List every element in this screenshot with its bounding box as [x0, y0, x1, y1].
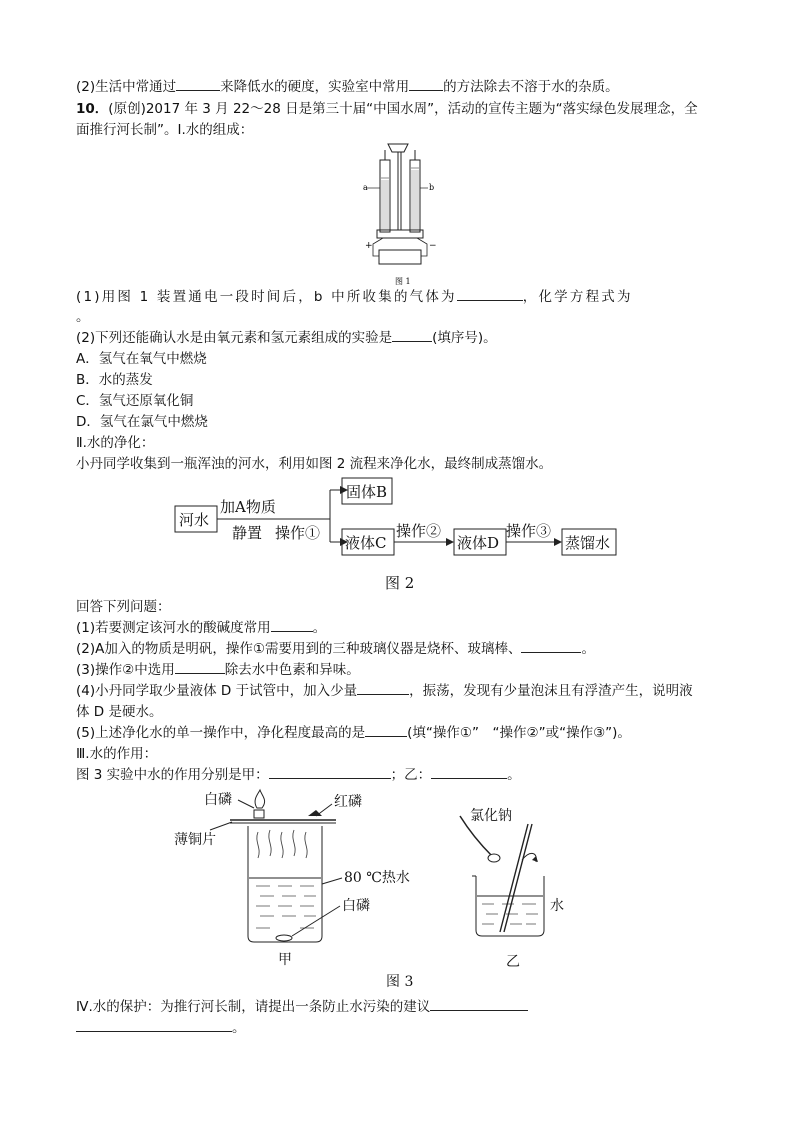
figure2-caption: 图 2: [385, 574, 415, 592]
q10-sub1-end: 。: [76, 309, 90, 325]
label-water: 水: [550, 898, 564, 914]
sub-q5: (5)上述净化水的单一操作中，净化程度最高的是 (填“操作①” “操作②”或“操作③”)。: [76, 725, 631, 741]
label-minus: −: [429, 241, 437, 251]
q10-stem-line1: 10．(原创)2017 年 3 月 22～28 日是第三十届“中国水周”，活动的宣传主题为“落实绿色发展理念，全: [76, 101, 698, 117]
label-still: 静置: [232, 524, 263, 542]
label-yi: 乙: [506, 954, 520, 970]
label-copper: 薄铜片: [174, 832, 216, 848]
sub-q1: (1)若要测定该河水的酸碱度常用 。: [76, 620, 327, 636]
answer-blank[interactable]: [176, 78, 220, 91]
label-op2: 操作②: [396, 522, 442, 540]
option-c[interactable]: C．氢气还原氧化铜: [76, 393, 194, 409]
figure3-experiments: [170, 786, 610, 992]
label-jia: 甲: [278, 952, 292, 968]
label-op3: 操作③: [506, 522, 552, 540]
answer-blank[interactable]: [357, 682, 409, 695]
answer-blank[interactable]: [457, 288, 523, 301]
section2-heading: Ⅱ.水的净化：: [76, 435, 155, 451]
label-a: a: [363, 183, 368, 192]
answer-blank[interactable]: [392, 329, 432, 342]
section2-intro: 小丹同学收集到一瓶浑浊的河水，利用如图 2 流程来净化水，最终制成蒸馏水。: [76, 456, 553, 472]
section4-question-cont: 。: [76, 1019, 246, 1037]
box-solid-b-label: 固体B: [346, 483, 388, 501]
figure1-electrolysis: [355, 138, 445, 286]
q10-sub1: (1)用图 1 装置通电一段时间后，b 中所收集的气体为 ，化学方程式为: [76, 289, 633, 305]
answer-blank[interactable]: [431, 766, 507, 779]
option-a[interactable]: A．氢气在氧气中燃烧: [76, 351, 207, 367]
answer-blank[interactable]: [365, 724, 407, 737]
box-river-label: 河水: [179, 511, 210, 529]
q9-part2: (2)生活中常通过 来降低水的硬度，实验室中常用 的方法除去不溶于水的杂质。: [76, 79, 619, 95]
q10-sub2: (2)下列还能确认水是由氧元素和氢元素组成的实验是 (填序号)。: [76, 330, 497, 346]
label-plus: +: [365, 241, 373, 251]
answer-blank[interactable]: [521, 640, 581, 653]
answer-blank[interactable]: [409, 78, 443, 91]
label-red-p: 红磷: [334, 794, 362, 810]
label-white-p-top: 白磷: [204, 792, 232, 808]
section3-heading: Ⅲ.水的作用：: [76, 746, 158, 762]
answer-blank[interactable]: [271, 619, 313, 632]
label-add-a: 加A物质: [220, 498, 276, 516]
answer-blank[interactable]: [430, 998, 528, 1011]
figure2-flowchart: [170, 476, 630, 596]
box-distilled-label: 蒸馏水: [565, 534, 611, 552]
label-b: b: [429, 183, 435, 192]
label-hot-water: 80 ℃热水: [344, 870, 410, 886]
answer-blank[interactable]: [76, 1019, 232, 1032]
section3-question: 图 3 实验中水的作用分别是甲： ；乙： 。: [76, 767, 521, 783]
sub-q4: (4)小丹同学取少量液体 D 于试管中，加入少量 ，振荡，发现有少量泡沫且有浮渣产生，说明液: [76, 683, 693, 699]
option-d[interactable]: D．氢气在氯气中燃烧: [76, 414, 208, 430]
label-op1: 操作①: [275, 524, 321, 542]
figure3-caption: 图 3: [386, 974, 414, 990]
sub-q2: (2)A加入的物质是明矾，操作①需要用到的三种玻璃仪器是烧杯、玻璃棒、 。: [76, 641, 595, 657]
figure1-caption: 图 1: [395, 277, 411, 286]
box-liquid-c-label: 液体C: [345, 534, 387, 552]
q10-stem-line2: 面推行河长制”。Ⅰ.水的组成：: [76, 122, 254, 138]
sub-q3: (3)操作②中选用 除去水中色素和异味。: [76, 662, 360, 678]
label-nacl: 氯化钠: [470, 808, 512, 824]
answer-blank[interactable]: [269, 766, 391, 779]
box-liquid-d-label: 液体D: [457, 534, 500, 552]
answer-intro: 回答下列问题：: [76, 599, 171, 615]
section4-question: Ⅳ.水的保护：为推行河长制，请提出一条防止水污染的建议: [76, 998, 528, 1016]
label-white-p-bottom: 白磷: [342, 898, 370, 914]
answer-blank[interactable]: [175, 661, 225, 674]
option-b[interactable]: B．水的蒸发: [76, 372, 153, 388]
sub-q4-cont: 体 D 是硬水。: [76, 704, 163, 720]
